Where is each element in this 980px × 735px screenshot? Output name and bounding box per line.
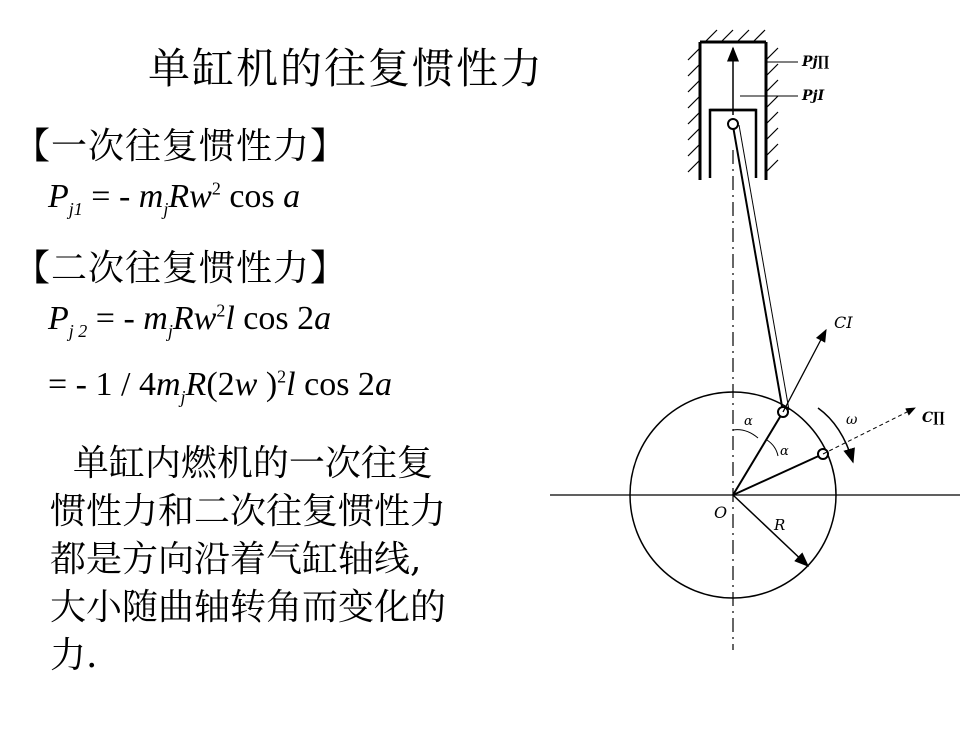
- eq1-superscript: 2: [211, 178, 221, 199]
- eq2-cos: cos 2: [234, 300, 315, 337]
- connecting-rod: [733, 126, 783, 412]
- eq2-symbol-m: m: [143, 300, 168, 337]
- crank-mechanism-diagram: [540, 0, 980, 735]
- paragraph-line: 大小随曲轴转角而变化的: [50, 587, 447, 628]
- eq2-equals: = -: [87, 300, 144, 337]
- equation-second-order-expanded: [48, 366, 392, 408]
- eq3-cos: cos 2: [295, 366, 375, 403]
- paragraph-line: 都是方向沿着气缸轴线,: [50, 539, 422, 580]
- label-alpha-inner: α: [780, 444, 789, 459]
- eq3-lead: = - 1 / 4: [48, 366, 156, 403]
- paragraph-line: 力.: [50, 635, 98, 676]
- eq3-superscript: 2: [277, 366, 287, 387]
- eq1-symbol-r: R: [168, 178, 190, 215]
- eq1-symbol-w: w: [189, 178, 212, 215]
- eq2-symbol-r: R: [172, 300, 194, 337]
- piston-pin: [728, 119, 738, 129]
- radius-arrow: [733, 495, 808, 566]
- eq3-symbol-l: l: [286, 366, 296, 403]
- eq2-symbol-l: l: [225, 300, 235, 337]
- label-radius: R: [774, 516, 786, 534]
- eq1-m-subscript: j: [163, 198, 169, 219]
- eq3-symbol-w: w: [234, 366, 258, 403]
- eq3-symbol-m: m: [155, 366, 181, 403]
- heading-second-order-inertia: 【二次往复惯性力】: [14, 248, 348, 289]
- slide-title: 单缸机的往复惯性力: [148, 44, 545, 93]
- eq1-cos: cos: [220, 178, 284, 215]
- label-omega: ω: [846, 412, 858, 428]
- explanation-paragraph: [50, 440, 490, 680]
- label-c1: CI: [834, 313, 853, 332]
- eq3-symbol-a: a: [374, 366, 392, 403]
- label-origin: O: [714, 503, 728, 522]
- eq1-symbol-m: m: [138, 178, 164, 215]
- c1-arrow: [783, 330, 826, 412]
- equation-first-order: [48, 178, 300, 220]
- paragraph-line: 惯性力和二次往复惯性力: [50, 491, 447, 532]
- eq2-symbol-w: w: [193, 300, 217, 337]
- eq1-symbol-a: a: [283, 178, 301, 215]
- label-alpha-outer: α: [744, 414, 753, 429]
- c2-arrow: [823, 408, 915, 454]
- label-c2: C∏: [922, 410, 945, 426]
- eq2-subscript: j 2: [68, 320, 88, 341]
- heading-first-order-inertia: 【一次往复惯性力】: [14, 126, 348, 167]
- eq1-equals: = -: [82, 178, 139, 215]
- eq3-paren-close: ): [257, 366, 278, 403]
- eq3-m-subscript: j: [180, 386, 186, 407]
- eq2-superscript: 2: [216, 300, 226, 321]
- eq3-paren-open: (2: [206, 366, 235, 403]
- eq2-m-subscript: j: [167, 320, 173, 341]
- eq3-symbol-r: R: [185, 366, 207, 403]
- label-pj2: Pj∏: [802, 54, 830, 70]
- alpha-arc-outer: [733, 430, 758, 438]
- paragraph-line: 单缸内燃机的一次往复: [50, 443, 433, 484]
- eq2-symbol-p: P: [48, 300, 69, 337]
- eq1-subscript: j1: [68, 198, 83, 219]
- equation-second-order: [48, 300, 331, 342]
- alpha-arc-inner: [767, 440, 778, 456]
- label-pj1: PjI: [802, 88, 825, 104]
- eq1-symbol-p: P: [48, 178, 69, 215]
- eq2-symbol-a: a: [314, 300, 332, 337]
- connecting-rod-edge: [739, 125, 789, 410]
